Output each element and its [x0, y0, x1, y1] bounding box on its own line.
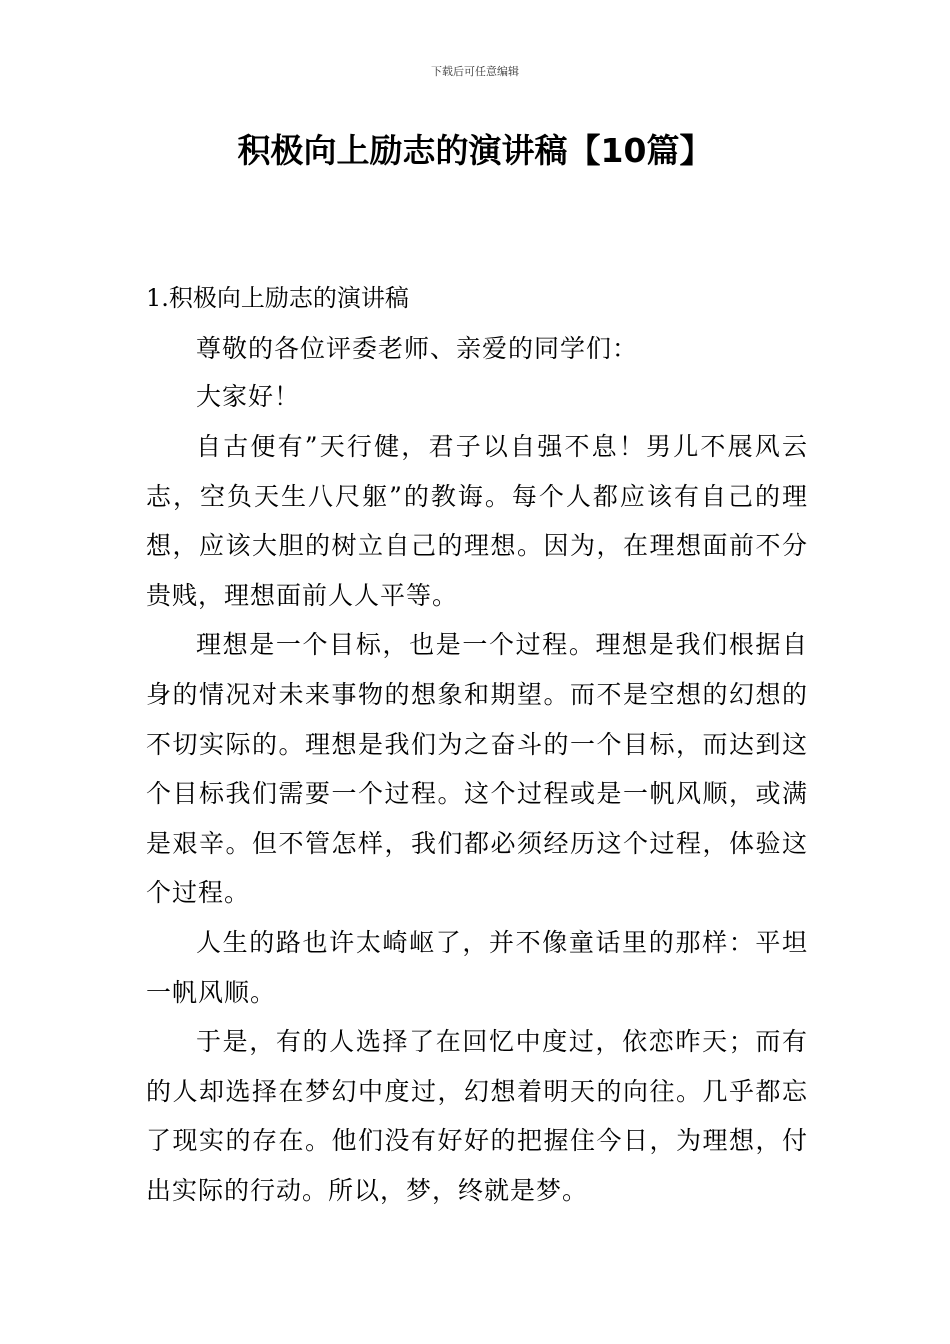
- paragraph: 于是，有的人选择了在回忆中度过，依恋昨天；而有的人却选择在梦幻中度过，幻想着明天的向往。几乎都忘了现实的存在。他们没有好好的把握住今日，为理想，付出实际的行动。所以，梦，终就是梦。: [146, 1027, 808, 1205]
- paragraph: 人生的路也许太崎岖了，并不像童话里的那样：平坦一帆风顺。: [146, 927, 808, 1007]
- header-note: 下载后可任意编辑: [431, 65, 519, 78]
- paragraph-greeting: 大家好！: [196, 382, 301, 411]
- document-title: 积极向上励志的演讲稿【10篇】: [237, 131, 713, 170]
- paragraph: 自古便有”天行健，君子以自强不息！男儿不展风云志，空负天生八尺躯”的教诲。每个人都应该有自己的理想，应该大胆的树立自己的理想。因为，在理想面前不分贵贱，理想面前人人平等。: [146, 432, 808, 610]
- section-heading: 1.积极向上励志的演讲稿: [146, 284, 409, 312]
- paragraph: 理想是一个目标，也是一个过程。理想是我们根据自身的情况对未来事物的想象和期望。而不是空想的幻想的不切实际的。理想是我们为之奋斗的一个目标，而达到这个目标我们需要一个过程。这个过程或是一帆风顺，或满是艰辛。但不管怎样，我们都必须经历这个过程，体验这个过程。: [146, 630, 808, 908]
- document-body: [146, 278, 808, 1216]
- paragraph-salutation: 尊敬的各位评委老师、亲爱的同学们：: [196, 334, 639, 363]
